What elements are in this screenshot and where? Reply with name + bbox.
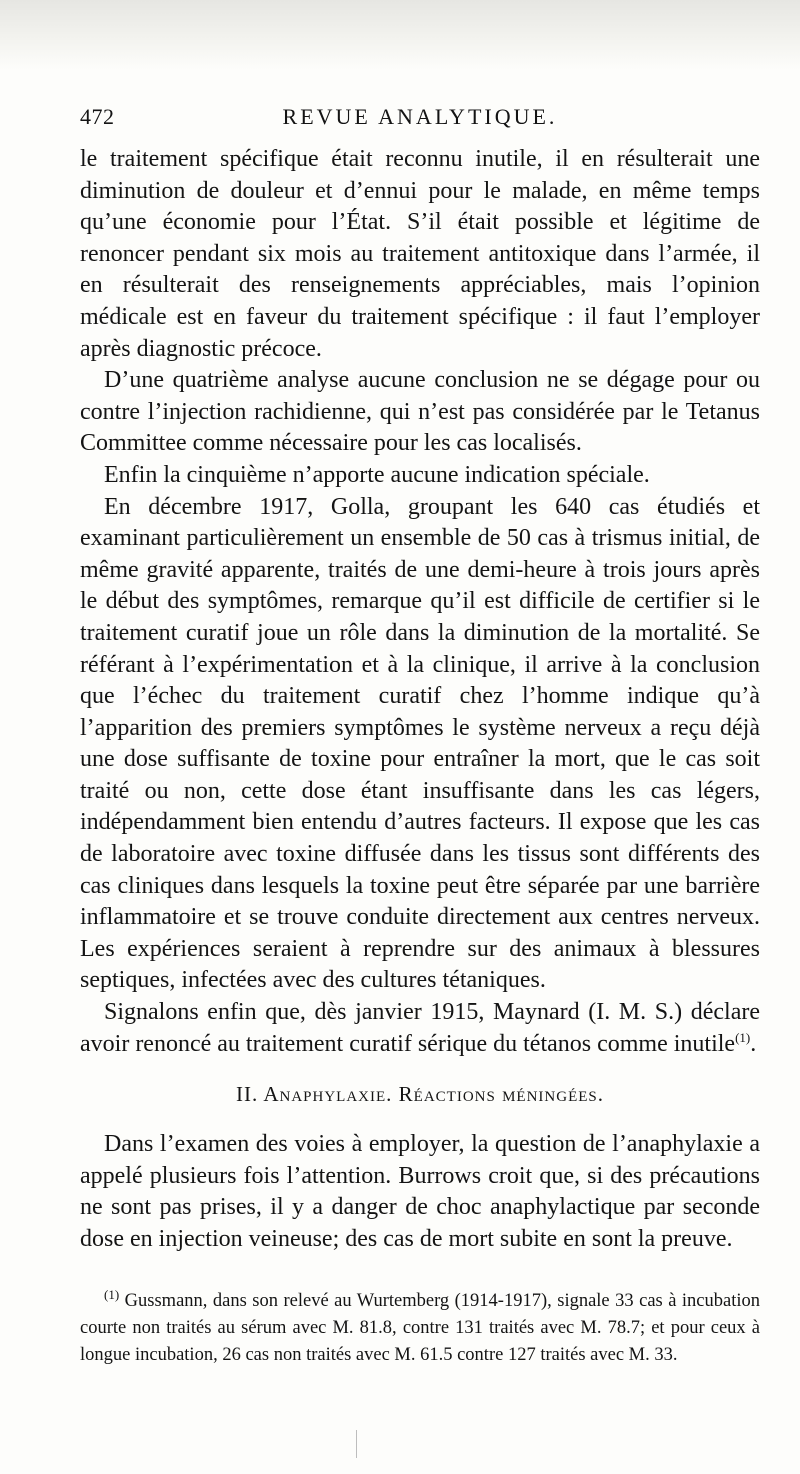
paragraph-anaphylaxie: Dans l’examen des voies à employer, la question de l’anaphylaxie a appelé plusieurs fois l’attention. Burrows croit que, si des précautions ne sont pas prises, il y a danger de choc anaphylactique par seconde dose en injection veineuse; des cas de mort subite en sont la preuve. <box>80 1131 760 1252</box>
paragraph-fourth-analysis: D’une quatrième analyse aucune conclusion ne se dégage pour ou contre l’injection rachidienne, qui n’est pas considérée par le Tetanus Committee comme nécessaire pour les cas localisés. <box>80 367 760 457</box>
scan-mark <box>356 1430 357 1458</box>
section-heading: II. Anaphylaxie. Réactions méningées. <box>236 1082 604 1107</box>
paragraph-golla: En décembre 1917, Golla, groupant les 640 cas étudiés et examinant particulièrement un ensemble de 50 cas à trismus initial, de même gravité apparente, traités de une demi-heure à trois jours après le début des symptômes, remarque qu’il est difficile de certifier si le traitement curatif joue un rôle dans la diminution de la mortalité. Se référant à l’expérimentation et à la clinique, il arrive à la conclusion que l’échec du traitement curatif chez l’homme indique qu’à l’apparition des premiers symptômes le système nerveux a reçu déjà une dose suffisante de toxine pour entraîner la mort, que le cas soit traité ou non, cette dose étant insuffisante dans les cas légers, indépendamment bien entendu d’autres facteurs. Il expose que les cas de laboratoire avec toxine diffusée dans les tissus sont différents des cas cliniques dans lesquels la toxine peut être séparée par une barrière inflammatoire et se trouve conduite directement aux centres nerveux. Les expériences seraient à reprendre sur des animaux à blessures septiques, infectées avec des cultures tétaniques. <box>80 493 760 994</box>
footnote-text: Gussmann, dans son relevé au Wurtemberg (1914-1917), signale 33 cas à incubation courte non traités au sérum avec M. 81.8, contre 131 traités avec M. 78.7; et pour ceux à longue incubation, 26 cas non traités avec M. 61.5 contre 127 traités avec M. 33. <box>80 1291 761 1365</box>
paragraph-continued: le traitement spécifique était reconnu inutile, il en résulterait une diminution de douleur et d’ennui pour le malade, en même temps qu’une économie pour l’État. S’il était possible et légitime de renoncer pendant six mois au traitement antitoxique dans l’armée, il en résulterait des renseignements appréciables, mais l’opinion médicale est en faveur du traitement spécifique : il faut l’employer après diagnostic précoce. <box>80 146 760 362</box>
page-body <box>80 144 760 1256</box>
paragraph-maynard-end: . <box>750 1030 757 1057</box>
page-header <box>80 104 760 140</box>
paragraph-maynard <box>80 997 760 1060</box>
running-title: REVUE ANALYTIQUE. <box>282 104 558 129</box>
page-number: 472 <box>80 104 115 129</box>
paragraph-maynard-text: Signalons enfin que, dès janvier 1915, Maynard (I. M. S.) déclare avoir renoncé au traitement curatif sérique du tétanos comme inutile <box>80 999 760 1057</box>
scan-top-edge <box>0 0 800 70</box>
paragraph-fifth-analysis: Enfin la cinquième n’apporte aucune indication spéciale. <box>104 461 650 488</box>
footnote <box>80 1288 760 1368</box>
footnote-marker: (1) <box>104 1286 120 1302</box>
footnote-reference[interactable]: (1) <box>735 1029 751 1045</box>
